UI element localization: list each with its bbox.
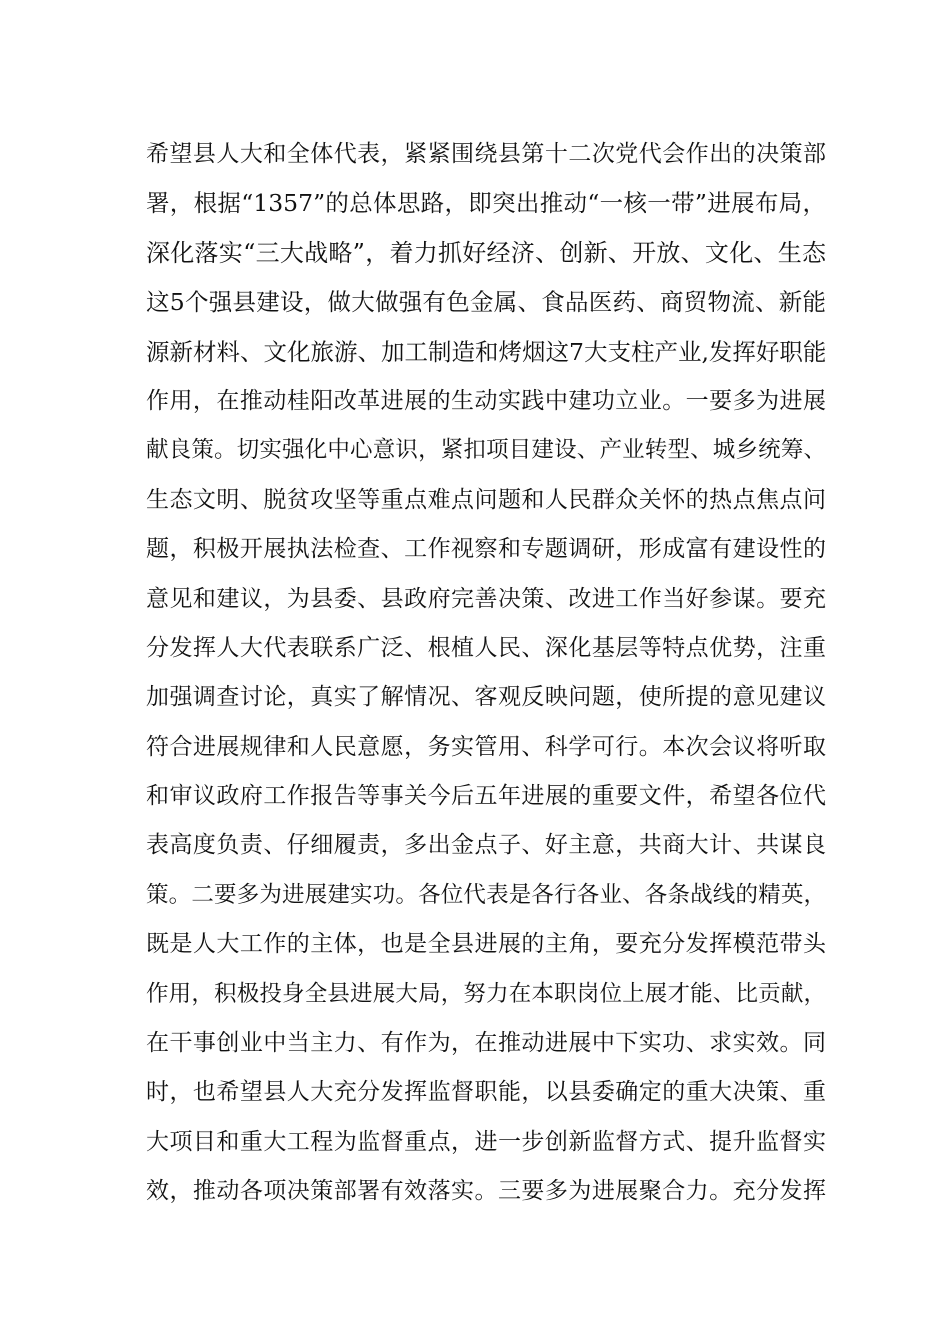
text-line: 作用，积极投身全县进展大局，努力在本职岗位上展才能、比贡献， <box>146 980 826 1007</box>
text-line: 献良策。切实强化中心意识，紧扣项目建设、产业转型、城乡统筹、 <box>146 437 826 464</box>
text-line: 署，根据“1357”的总体思路，即突出推动“一核一带”进展布局， <box>146 189 826 218</box>
text-line: 表高度负责、仔细履责，多出金点子、好主意，共商大计、共谋良 <box>146 832 826 859</box>
text-line: 深化落实“三大战略”，着力抓好经济、创新、开放、文化、生态 <box>146 238 826 267</box>
text-line: 作用，在推动桂阳改革进展的生动实践中建功立业。一要多为进展 <box>146 387 826 414</box>
text-line: 时，也希望县人大充分发挥监督职能，以县委确定的重大决策、重 <box>146 1079 826 1106</box>
text-line: 在干事创业中当主力、有作为，在推动进展中下实功、求实效。同 <box>146 1030 826 1057</box>
text-line: 效，推动各项决策部署有效落实。三要多为进展聚合力。充分发挥 <box>146 1178 826 1205</box>
text-line: 符合进展规律和人民意愿，务实管用、科学可行。本次会议将听取 <box>146 733 826 760</box>
text-line: 加强调查讨论，真实了解情况、客观反映问题，使所提的意见建议 <box>146 684 826 711</box>
text-line: 题，积极开展执法检查、工作视察和专题调研，形成富有建设性的 <box>146 536 826 563</box>
text-line: 大项目和重大工程为监督重点，进一步创新监督方式、提升监督实 <box>146 1128 826 1155</box>
text-line: 生态文明、脱贫攻坚等重点难点问题和人民群众关怀的热点焦点问 <box>146 486 826 513</box>
text-line: 和审议政府工作报告等事关今后五年进展的重要文件，希望各位代 <box>146 783 826 810</box>
text-line: 既是人大工作的主体，也是全县进展的主角，要充分发挥模范带头 <box>146 931 826 958</box>
text-line: 意见和建议，为县委、县政府完善决策、改进工作当好参谋。要充 <box>146 585 826 612</box>
text-line: 策。二要多为进展建实功。各位代表是各行各业、各条战线的精英， <box>146 881 826 908</box>
text-line: 源新材料、文化旅游、加工制造和烤烟这7大支柱产业,发挥好职能 <box>146 337 827 366</box>
body-paragraph <box>146 130 826 1217</box>
text-line: 分发挥人大代表联系广泛、根植人民、深化基层等特点优势，注重 <box>146 634 826 661</box>
text-line: 这5个强县建设，做大做强有色金属、食品医药、商贸物流、新能 <box>146 288 826 317</box>
text-line: 希望县人大和全体代表，紧紧围绕县第十二次党代会作出的决策部 <box>146 141 826 167</box>
